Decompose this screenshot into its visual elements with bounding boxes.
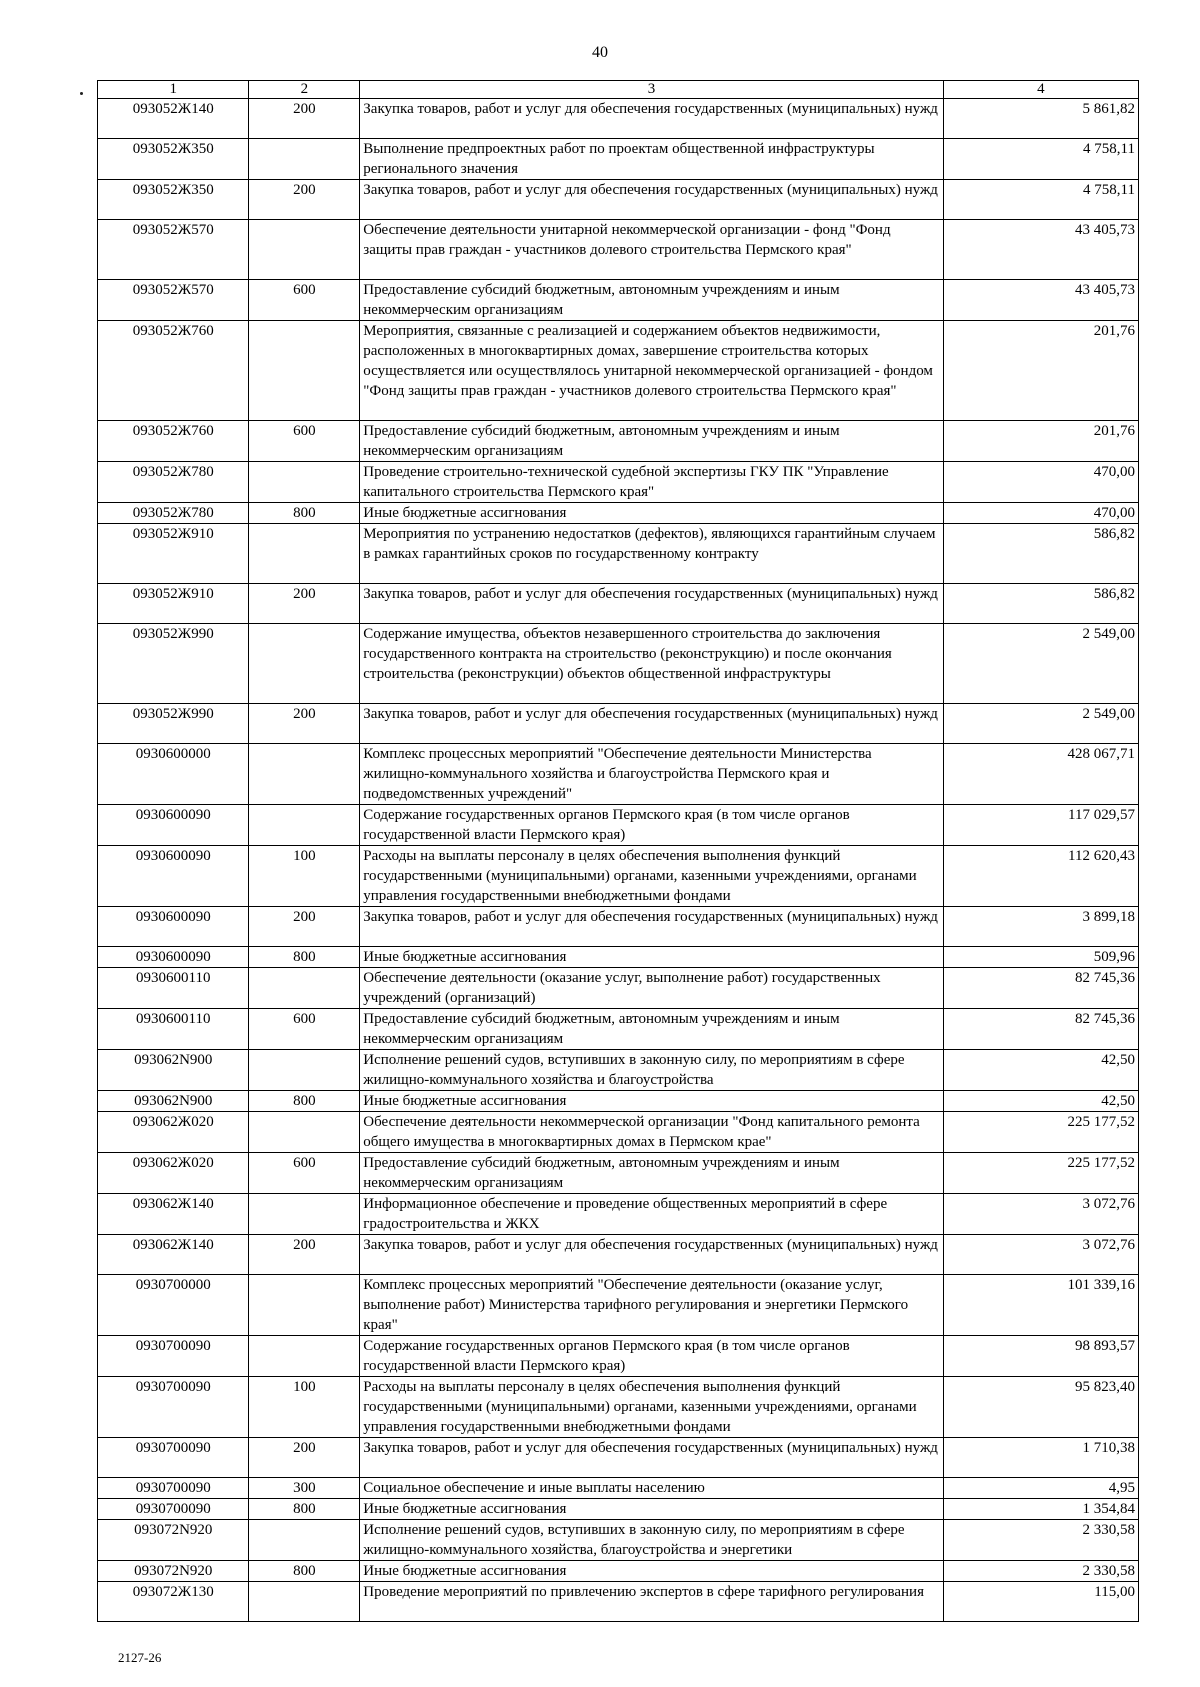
target-code-cell: 093062Ж140	[98, 1194, 249, 1235]
target-code-cell: 093062N900	[98, 1050, 249, 1091]
amount-cell: 470,00	[943, 462, 1138, 503]
table-row	[98, 1009, 1139, 1050]
expense-type-cell	[249, 1194, 360, 1235]
expense-type-cell	[249, 462, 360, 503]
expense-type-cell	[249, 1050, 360, 1091]
amount-cell: 586,82	[943, 584, 1138, 624]
table-row	[98, 1112, 1139, 1153]
table-row	[98, 99, 1139, 139]
target-code-cell: 0930600110	[98, 968, 249, 1009]
target-code-cell: 093052Ж570	[98, 220, 249, 280]
target-code-cell: 093062Ж020	[98, 1112, 249, 1153]
expense-type-cell: 200	[249, 584, 360, 624]
item-name-cell: Обеспечение деятельности унитарной некоммерческой организации - фонд "Фонд защиты прав граждан - участников долевого строительства Пермского края"	[360, 220, 944, 280]
amount-cell: 509,96	[943, 947, 1138, 968]
column-header-4: 4	[943, 81, 1138, 99]
table-row	[98, 744, 1139, 805]
target-code-cell: 0930600090	[98, 805, 249, 846]
expense-type-cell	[249, 139, 360, 180]
table-row	[98, 1050, 1139, 1091]
expense-type-cell: 600	[249, 1153, 360, 1194]
amount-cell: 98 893,57	[943, 1336, 1138, 1377]
expense-type-cell: 600	[249, 280, 360, 321]
expense-type-cell: 800	[249, 1499, 360, 1520]
table-row	[98, 1336, 1139, 1377]
table-row	[98, 704, 1139, 744]
expense-type-cell	[249, 1520, 360, 1561]
item-name-cell: Закупка товаров, работ и услуг для обеспечения государственных (муниципальных) нужд	[360, 180, 944, 220]
table-row	[98, 1153, 1139, 1194]
amount-cell: 2 549,00	[943, 624, 1138, 704]
item-name-cell: Выполнение предпроектных работ по проектам общественной инфраструктуры регионального значения	[360, 139, 944, 180]
amount-cell: 95 823,40	[943, 1377, 1138, 1438]
item-name-cell: Содержание государственных органов Пермского края (в том числе органов государственной власти Пермского края)	[360, 805, 944, 846]
item-name-cell: Предоставление субсидий бюджетным, автономным учреждениям и иным некоммерческим организациям	[360, 1009, 944, 1050]
page-number: 40	[592, 44, 608, 61]
item-name-cell: Расходы на выплаты персоналу в целях обеспечения выполнения функций государственными (муниципальными) органами, казенными учреждениями, органами управления государственными внебюджетными фондами	[360, 1377, 944, 1438]
table-row	[98, 947, 1139, 968]
table-body	[98, 99, 1139, 1622]
item-name-cell: Иные бюджетные ассигнования	[360, 1091, 944, 1112]
table-row	[98, 1235, 1139, 1275]
amount-cell: 470,00	[943, 503, 1138, 524]
item-name-cell: Комплекс процессных мероприятий "Обеспечение деятельности Министерства жилищно-коммунального хозяйства и благоустройства Пермского края и подведомственных учреждений"	[360, 744, 944, 805]
expense-type-cell: 100	[249, 846, 360, 907]
item-name-cell: Мероприятия, связанные с реализацией и содержанием объектов недвижимости, расположенных в многоквартирных домах, завершение строительства которых осуществляется или осуществлялось унитарной некоммерческой организацией - фондом "Фонд защиты прав граждан - участников долевого строительства Пермского края"	[360, 321, 944, 421]
amount-cell: 112 620,43	[943, 846, 1138, 907]
scan-artifact-dot	[80, 92, 83, 95]
amount-cell: 4 758,11	[943, 180, 1138, 220]
item-name-cell: Иные бюджетные ассигнования	[360, 947, 944, 968]
expense-type-cell	[249, 968, 360, 1009]
target-code-cell: 093052Ж760	[98, 321, 249, 421]
target-code-cell: 0930700000	[98, 1275, 249, 1336]
target-code-cell: 093062Ж140	[98, 1235, 249, 1275]
amount-cell: 2 330,58	[943, 1561, 1138, 1582]
expense-type-cell: 800	[249, 1561, 360, 1582]
table-row	[98, 1275, 1139, 1336]
expense-type-cell	[249, 624, 360, 704]
expense-type-cell	[249, 1275, 360, 1336]
budget-table	[97, 80, 1139, 1622]
table-row	[98, 139, 1139, 180]
item-name-cell: Закупка товаров, работ и услуг для обеспечения государственных (муниципальных) нужд	[360, 907, 944, 947]
item-name-cell: Обеспечение деятельности некоммерческой организации "Фонд капитального ремонта общего имущества в многоквартирных домах в Пермском крае"	[360, 1112, 944, 1153]
item-name-cell: Исполнение решений судов, вступивших в законную силу, по мероприятиям в сфере жилищно-коммунального хозяйства и благоустройства	[360, 1050, 944, 1091]
item-name-cell: Предоставление субсидий бюджетным, автономным учреждениям и иным некоммерческим организациям	[360, 280, 944, 321]
expense-type-cell	[249, 1112, 360, 1153]
target-code-cell: 093052Ж760	[98, 421, 249, 462]
target-code-cell: 093052Ж350	[98, 139, 249, 180]
expense-type-cell: 200	[249, 180, 360, 220]
expense-type-cell: 300	[249, 1478, 360, 1499]
target-code-cell: 093062N900	[98, 1091, 249, 1112]
amount-cell: 82 745,36	[943, 968, 1138, 1009]
amount-cell: 42,50	[943, 1091, 1138, 1112]
target-code-cell: 0930700090	[98, 1499, 249, 1520]
table-row	[98, 846, 1139, 907]
table-row	[98, 1499, 1139, 1520]
item-name-cell: Иные бюджетные ассигнования	[360, 503, 944, 524]
expense-type-cell: 200	[249, 704, 360, 744]
document-code: 2127-26	[118, 1650, 162, 1665]
expense-type-cell: 200	[249, 907, 360, 947]
table-row	[98, 462, 1139, 503]
table-row	[98, 805, 1139, 846]
expense-type-cell	[249, 220, 360, 280]
expense-type-cell: 100	[249, 1377, 360, 1438]
expense-type-cell	[249, 321, 360, 421]
target-code-cell: 093072Ж130	[98, 1582, 249, 1622]
table-row	[98, 1377, 1139, 1438]
expense-type-cell	[249, 1336, 360, 1377]
amount-cell: 225 177,52	[943, 1112, 1138, 1153]
table-row	[98, 1582, 1139, 1622]
item-name-cell: Закупка товаров, работ и услуг для обеспечения государственных (муниципальных) нужд	[360, 584, 944, 624]
target-code-cell: 093052Ж780	[98, 503, 249, 524]
target-code-cell: 0930700090	[98, 1336, 249, 1377]
target-code-cell: 093052Ж990	[98, 704, 249, 744]
expense-type-cell: 600	[249, 421, 360, 462]
target-code-cell: 093052Ж350	[98, 180, 249, 220]
item-name-cell: Закупка товаров, работ и услуг для обеспечения государственных (муниципальных) нужд	[360, 1438, 944, 1478]
table-row	[98, 321, 1139, 421]
amount-cell: 201,76	[943, 421, 1138, 462]
column-header-3: 3	[360, 81, 944, 99]
target-code-cell: 0930600000	[98, 744, 249, 805]
item-name-cell: Проведение строительно-технической судебной экспертизы ГКУ ПК "Управление капитального строительства Пермского края"	[360, 462, 944, 503]
table-row	[98, 1520, 1139, 1561]
expense-type-cell: 200	[249, 99, 360, 139]
item-name-cell: Предоставление субсидий бюджетным, автономным учреждениям и иным некоммерческим организациям	[360, 421, 944, 462]
expense-type-cell	[249, 744, 360, 805]
amount-cell: 117 029,57	[943, 805, 1138, 846]
item-name-cell: Исполнение решений судов, вступивших в законную силу, по мероприятиям в сфере жилищно-коммунального хозяйства, благоустройства и энергетики	[360, 1520, 944, 1561]
expense-type-cell: 800	[249, 947, 360, 968]
target-code-cell: 0930600090	[98, 846, 249, 907]
target-code-cell: 093072N920	[98, 1561, 249, 1582]
target-code-cell: 093052Ж910	[98, 584, 249, 624]
table-header-row	[98, 81, 1139, 99]
item-name-cell: Информационное обеспечение и проведение общественных мероприятий в сфере градостроительства и ЖКХ	[360, 1194, 944, 1235]
table-row	[98, 1091, 1139, 1112]
target-code-cell: 0930700090	[98, 1438, 249, 1478]
item-name-cell: Проведение мероприятий по привлечению экспертов в сфере тарифного регулирования	[360, 1582, 944, 1622]
target-code-cell: 0930600090	[98, 947, 249, 968]
item-name-cell: Предоставление субсидий бюджетным, автономным учреждениям и иным некоммерческим организациям	[360, 1153, 944, 1194]
table-row	[98, 180, 1139, 220]
table-row	[98, 1478, 1139, 1499]
amount-cell: 225 177,52	[943, 1153, 1138, 1194]
amount-cell: 5 861,82	[943, 99, 1138, 139]
expense-type-cell: 800	[249, 1091, 360, 1112]
table-row	[98, 503, 1139, 524]
item-name-cell: Содержание государственных органов Пермского края (в том числе органов государственной власти Пермского края)	[360, 1336, 944, 1377]
amount-cell: 101 339,16	[943, 1275, 1138, 1336]
amount-cell: 42,50	[943, 1050, 1138, 1091]
amount-cell: 115,00	[943, 1582, 1138, 1622]
table-row	[98, 421, 1139, 462]
item-name-cell: Обеспечение деятельности (оказание услуг, выполнение работ) государственных учреждений (организаций)	[360, 968, 944, 1009]
target-code-cell: 093062Ж020	[98, 1153, 249, 1194]
target-code-cell: 093072N920	[98, 1520, 249, 1561]
expense-type-cell: 200	[249, 1438, 360, 1478]
amount-cell: 4,95	[943, 1478, 1138, 1499]
target-code-cell: 093052Ж780	[98, 462, 249, 503]
item-name-cell: Расходы на выплаты персоналу в целях обеспечения выполнения функций государственными (муниципальными) органами, казенными учреждениями, органами управления государственными внебюджетными фондами	[360, 846, 944, 907]
expense-type-cell: 200	[249, 1235, 360, 1275]
table-row	[98, 1438, 1139, 1478]
amount-cell: 82 745,36	[943, 1009, 1138, 1050]
table-row	[98, 220, 1139, 280]
target-code-cell: 0930700090	[98, 1478, 249, 1499]
item-name-cell: Закупка товаров, работ и услуг для обеспечения государственных (муниципальных) нужд	[360, 704, 944, 744]
target-code-cell: 0930700090	[98, 1377, 249, 1438]
amount-cell: 1 354,84	[943, 1499, 1138, 1520]
table-row	[98, 1561, 1139, 1582]
table-row	[98, 907, 1139, 947]
amount-cell: 3 899,18	[943, 907, 1138, 947]
item-name-cell: Мероприятия по устранению недостатков (дефектов), являющихся гарантийным случаем в рамках гарантийных сроков по государственному контракту	[360, 524, 944, 584]
target-code-cell: 0930600090	[98, 907, 249, 947]
amount-cell: 586,82	[943, 524, 1138, 584]
table-row	[98, 1194, 1139, 1235]
amount-cell: 2 549,00	[943, 704, 1138, 744]
amount-cell: 201,76	[943, 321, 1138, 421]
amount-cell: 43 405,73	[943, 220, 1138, 280]
expense-type-cell	[249, 1582, 360, 1622]
table-row	[98, 524, 1139, 584]
amount-cell: 3 072,76	[943, 1235, 1138, 1275]
target-code-cell: 093052Ж910	[98, 524, 249, 584]
item-name-cell: Социальное обеспечение и иные выплаты населению	[360, 1478, 944, 1499]
table-row	[98, 968, 1139, 1009]
expense-type-cell	[249, 524, 360, 584]
amount-cell: 1 710,38	[943, 1438, 1138, 1478]
table-row	[98, 584, 1139, 624]
expense-type-cell: 800	[249, 503, 360, 524]
item-name-cell: Закупка товаров, работ и услуг для обеспечения государственных (муниципальных) нужд	[360, 1235, 944, 1275]
amount-cell: 3 072,76	[943, 1194, 1138, 1235]
item-name-cell: Содержание имущества, объектов незавершенного строительства до заключения государственного контракта на строительство (реконструкцию) и после окончания строительства (реконструкции) объектов общественной инфраструктуры	[360, 624, 944, 704]
item-name-cell: Иные бюджетные ассигнования	[360, 1499, 944, 1520]
target-code-cell: 0930600110	[98, 1009, 249, 1050]
table-row	[98, 624, 1139, 704]
target-code-cell: 093052Ж140	[98, 99, 249, 139]
amount-cell: 2 330,58	[943, 1520, 1138, 1561]
target-code-cell: 093052Ж570	[98, 280, 249, 321]
expense-type-cell	[249, 805, 360, 846]
column-header-2: 2	[249, 81, 360, 99]
amount-cell: 428 067,71	[943, 744, 1138, 805]
expense-type-cell: 600	[249, 1009, 360, 1050]
item-name-cell: Комплекс процессных мероприятий "Обеспечение деятельности (оказание услуг, выполнение работ) Министерства тарифного регулирования и энергетики Пермского края"	[360, 1275, 944, 1336]
table-row	[98, 280, 1139, 321]
column-header-1: 1	[98, 81, 249, 99]
amount-cell: 4 758,11	[943, 139, 1138, 180]
item-name-cell: Иные бюджетные ассигнования	[360, 1561, 944, 1582]
amount-cell: 43 405,73	[943, 280, 1138, 321]
target-code-cell: 093052Ж990	[98, 624, 249, 704]
item-name-cell: Закупка товаров, работ и услуг для обеспечения государственных (муниципальных) нужд	[360, 99, 944, 139]
